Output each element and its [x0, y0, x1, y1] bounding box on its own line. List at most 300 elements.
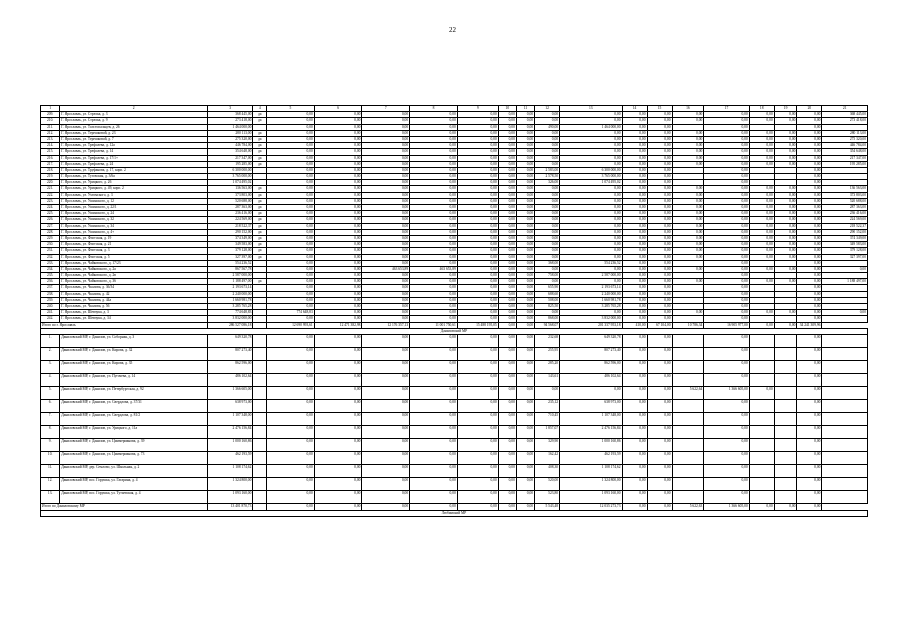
table-cell: 0,00 [622, 335, 647, 348]
table-cell: Г. Ярославль, ул. Флотская, д. 5 [60, 254, 208, 260]
total-cell: 1 366 605,00 [704, 504, 749, 510]
table-cell: 0,00 [797, 335, 822, 348]
table-cell: 3 765 000,00 [207, 174, 252, 180]
table-cell: 688,60 [535, 291, 560, 297]
table-cell: 0,00 [314, 186, 362, 192]
table-cell: 0,00 [314, 285, 362, 291]
table-cell: 0,00 [267, 242, 315, 248]
section-title: Любимский МР [41, 510, 868, 516]
table-cell: 649 320,78 [560, 335, 622, 348]
table-cell: 218 522,37 [207, 223, 252, 229]
table-cell: 10. [41, 452, 60, 465]
table-cell: 0,00 [672, 155, 704, 161]
table-cell: 0,00 [516, 310, 534, 316]
table-cell: да [253, 136, 267, 142]
table-cell: да [253, 130, 267, 136]
table-cell: 218 522,37 [822, 223, 868, 229]
table-cell: Г. Ярославль, ул. Чкалова, д. 42 [60, 291, 208, 297]
table-cell: Г. Ярославль, ул. Стрелка, д. 3 [60, 112, 208, 118]
table-cell: Г. Ярославль, ул. Ушинского, д. 24 [60, 211, 208, 217]
table-cell: 0,00 [457, 180, 498, 186]
table-cell: 213. [41, 136, 60, 142]
table-cell: 0,00 [498, 136, 516, 142]
table-row [41, 335, 868, 348]
table-cell: 236 416,00 [207, 211, 252, 217]
table-cell: 0,00 [410, 439, 458, 452]
table-cell: 0,00 [535, 149, 560, 155]
table-cell: 287 363,00 [822, 205, 868, 211]
table-cell: 0,00 [797, 198, 822, 204]
table-cell: 0,00 [774, 211, 797, 217]
column-number-cell: 19 [774, 106, 797, 112]
table-cell: 0,00 [498, 273, 516, 279]
table-cell: 638 973,00 [560, 400, 622, 413]
table-cell: Г. Ярославль, ул. Ушинского, д. 34 [60, 223, 208, 229]
column-number-cell: 7 [362, 106, 410, 112]
table-cell: 0,00 [267, 426, 315, 439]
table-cell: 368,00 [535, 260, 560, 266]
table-cell: 0,00 [797, 273, 822, 279]
table-cell: 0,00 [704, 285, 749, 291]
table-cell: 0,00 [622, 361, 647, 374]
table-cell: 0,00 [704, 266, 749, 272]
table-cell: Г. Ярославль, ул. Ушинского, д. 22/1 [60, 205, 208, 211]
table-cell: 0,00 [704, 273, 749, 279]
table-cell: 1 093 160,00 [207, 491, 252, 504]
table-cell: 0,00 [622, 167, 647, 173]
table-cell: 0,00 [647, 297, 672, 303]
table-cell [672, 452, 704, 465]
table-cell: 0,00 [457, 174, 498, 180]
table-cell: 0,00 [314, 167, 362, 173]
table-cell: 0,00 [314, 254, 362, 260]
table-cell: 0,00 [516, 279, 534, 285]
table-cell: 0,00 [516, 143, 534, 149]
table-cell: 0,00 [267, 143, 315, 149]
table-cell: 0,00 [498, 260, 516, 266]
table-cell [672, 374, 704, 387]
table-cell: 0,00 [622, 374, 647, 387]
table-cell [253, 361, 267, 374]
table-cell: 0,00 [704, 136, 749, 142]
table-cell: 233. [41, 260, 60, 266]
table-cell: 0,00 [797, 400, 822, 413]
table-cell: 0,00 [535, 211, 560, 217]
table-cell: 807 273,40 [560, 348, 622, 361]
table-cell: 0,00 [314, 174, 362, 180]
table-cell: 1 660 981,78 [207, 297, 252, 303]
table-cell: 214. [41, 143, 60, 149]
table-cell: 0,00 [314, 310, 362, 316]
table-cell: Г. Ярославль, ул. Ушинского, д. 12 [60, 198, 208, 204]
table-cell: 0,00 [797, 361, 822, 374]
table-cell: Г. Ярославль, ул. Ушинского, д. 32 [60, 217, 208, 223]
table-cell: 0,00 [410, 348, 458, 361]
total-label: Итого по г. Ярославль [41, 322, 208, 328]
table-cell: 1 188 497,00 [207, 279, 252, 285]
table-cell: 0,00 [457, 297, 498, 303]
table-cell: 226. [41, 217, 60, 223]
table-cell [749, 491, 774, 504]
table-cell: 0,00 [267, 136, 315, 142]
total-cell: 13 401 870,73 [207, 504, 252, 510]
table-cell: 215. [41, 149, 60, 155]
table-cell: 0,00 [410, 452, 458, 465]
table-cell [822, 400, 868, 413]
table-cell [672, 348, 704, 361]
table-cell: 0,00 [410, 118, 458, 124]
table-cell: 0,00 [410, 205, 458, 211]
table-cell: 0,00 [314, 426, 362, 439]
table-cell: Г. Ярославль, ул. Чкалова, д. 56 [60, 304, 208, 310]
table-cell: 0,00 [647, 478, 672, 491]
table-cell: 379 128,00 [822, 248, 868, 254]
table-cell: 0,00 [457, 143, 498, 149]
table-cell: 0,00 [410, 155, 458, 161]
table-cell: 0,00 [797, 211, 822, 217]
total-cell: 10 786,34 [672, 322, 704, 328]
table-cell: 0,00 [457, 335, 498, 348]
total-cell: 0,00 [749, 322, 774, 328]
table-cell: Г. Ярославль, ул. Флотская, д. 19 [60, 235, 208, 241]
table-cell: 0,00 [622, 229, 647, 235]
table-cell: 0,00 [704, 198, 749, 204]
table-cell [822, 439, 868, 452]
table-cell: 0,00 [797, 297, 822, 303]
table-cell: 0,00 [797, 174, 822, 180]
table-cell: 0,00 [267, 211, 315, 217]
table-cell [749, 452, 774, 465]
table-cell: 0,00 [410, 310, 458, 316]
table-cell: да [253, 248, 267, 254]
table-cell: Даниловский МР, г. Данилов, ул. Циммерманова, д. 73 [60, 452, 208, 465]
table-cell: 236 416,00 [822, 211, 868, 217]
table-cell: 0,00 [314, 304, 362, 310]
table-cell [253, 374, 267, 387]
table-cell: 195 285,00 [207, 161, 252, 167]
table-cell: 0,00 [498, 180, 516, 186]
table-cell: 0,00 [622, 143, 647, 149]
table-cell: 5 622,64 [672, 387, 704, 400]
table-cell: 0,00 [647, 149, 672, 155]
table-cell: 0,00 [672, 211, 704, 217]
table-cell: 136 563,00 [207, 186, 252, 192]
table-cell: 0,00 [516, 211, 534, 217]
table-cell: 0,00 [774, 248, 797, 254]
column-number-cell: 15 [647, 106, 672, 112]
table-cell: 0,00 [560, 223, 622, 229]
table-cell: 227. [41, 223, 60, 229]
table-cell: 0,00 [362, 143, 410, 149]
table-cell: 0,00 [410, 478, 458, 491]
table-row [41, 452, 868, 465]
table-cell: да [253, 211, 267, 217]
table-cell: 234. [41, 266, 60, 272]
table-cell: 0,00 [797, 223, 822, 229]
table-cell: 0,00 [622, 304, 647, 310]
table-cell: 0,00 [457, 186, 498, 192]
table-cell: 0,00 [267, 478, 315, 491]
table-cell: 0,00 [560, 143, 622, 149]
table-cell: 0,00 [516, 217, 534, 223]
table-cell: 224 569,00 [822, 217, 868, 223]
column-number-cell: 17 [704, 106, 749, 112]
table-cell: 0,00 [314, 361, 362, 374]
table-cell: 0,00 [410, 192, 458, 198]
table-cell: 0,00 [704, 374, 749, 387]
table-cell: 0,00 [498, 361, 516, 374]
table-cell: 0,00 [457, 155, 498, 161]
table-cell: 0,00 [410, 291, 458, 297]
table-cell: 0,00 [704, 310, 749, 316]
table-cell: 0,00 [362, 254, 410, 260]
table-cell: 0,00 [797, 186, 822, 192]
table-cell: 0,00 [535, 235, 560, 241]
table-cell: 0,00 [647, 174, 672, 180]
table-cell: 0,00 [560, 130, 622, 136]
table-cell: 0,00 [797, 205, 822, 211]
table-cell [822, 374, 868, 387]
table-cell: Г. Ярославль, ул. Урицкого, д. 49, корп. 2 [60, 186, 208, 192]
column-number-cell: 2 [60, 106, 208, 112]
table-cell: 1 324 800,00 [560, 478, 622, 491]
table-cell [672, 465, 704, 478]
table-cell: 0,00 [774, 192, 797, 198]
table-cell: 143,61 [535, 374, 560, 387]
table-cell: 0,00 [314, 273, 362, 279]
table-cell: 0,00 [267, 248, 315, 254]
table-cell: 523,80 [535, 491, 560, 504]
table-cell: 1 074 495,02 [207, 180, 252, 186]
table-cell: 0,00 [457, 124, 498, 130]
table-cell: 0,00 [362, 478, 410, 491]
table-cell: 0,00 [516, 180, 534, 186]
table-cell: 0,00 [267, 198, 315, 204]
table-cell: 0,00 [560, 149, 622, 155]
table-cell: 0,00 [516, 260, 534, 266]
table-cell: 0,00 [797, 149, 822, 155]
table-cell: 0,00 [362, 304, 410, 310]
table-cell: 0,00 [704, 242, 749, 248]
table-cell: 9. [41, 439, 60, 452]
table-cell: 0,00 [516, 112, 534, 118]
table-cell: 0,00 [797, 124, 822, 130]
table-cell: Г. Ярославль, ул. Трефолева, д. 12а [60, 143, 208, 149]
table-cell: 0,00 [535, 310, 560, 316]
table-cell: 0,00 [516, 235, 534, 241]
table-cell: 0,00 [774, 205, 797, 211]
section-header-row [41, 510, 868, 516]
table-cell: 0,00 [498, 149, 516, 155]
table-cell: 0,00 [314, 112, 362, 118]
table-cell: 374 349,00 [207, 235, 252, 241]
table-cell: 0,00 [362, 124, 410, 130]
table-cell: 0,00 [797, 491, 822, 504]
table-cell: 0,00 [498, 155, 516, 161]
table-cell: 0,00 [516, 439, 534, 452]
column-number-cell: 20 [797, 106, 822, 112]
table-cell: 0,00 [672, 266, 704, 272]
table-cell: 0,00 [749, 161, 774, 167]
table-cell: 0,00 [622, 130, 647, 136]
table-cell: 0,00 [560, 266, 622, 272]
table-cell: 0,00 [498, 374, 516, 387]
table-cell: 0,00 [362, 426, 410, 439]
table-cell: 0,00 [560, 387, 622, 400]
table-cell: 217 347,00 [822, 155, 868, 161]
table-cell: 0,00 [267, 130, 315, 136]
table-cell: 0,00 [797, 348, 822, 361]
table-cell: 0,00 [498, 211, 516, 217]
table-cell: 0,00 [314, 155, 362, 161]
table-cell: 0,00 [535, 223, 560, 229]
table-cell: 0,00 [498, 223, 516, 229]
table-cell [749, 374, 774, 387]
table-cell: 0,00 [314, 452, 362, 465]
table-cell: 0,00 [498, 478, 516, 491]
table-cell: 0,00 [647, 439, 672, 452]
table-cell: 217. [41, 161, 60, 167]
table-cell [749, 348, 774, 361]
table-cell: 0,00 [774, 155, 797, 161]
total-cell: 0,00 [774, 504, 797, 510]
table-cell: 0,00 [797, 439, 822, 452]
table-cell: 222. [41, 192, 60, 198]
table-cell: 0,00 [362, 205, 410, 211]
table-cell: да [253, 155, 267, 161]
table-cell: 0,00 [622, 161, 647, 167]
table-cell: 0,00 [314, 248, 362, 254]
table-row [41, 413, 868, 426]
table-cell: 0,00 [797, 413, 822, 426]
table-cell: Г. Ярославль, ул. Чкалова, д. 36/34 [60, 285, 208, 291]
table-cell: 0,00 [362, 465, 410, 478]
table-cell: 0,00 [410, 180, 458, 186]
table-cell: 0,00 [622, 198, 647, 204]
table-cell: 0,00 [314, 192, 362, 198]
table-cell: 219. [41, 174, 60, 180]
table-cell: 0,00 [704, 291, 749, 297]
table-cell: 0,00 [410, 374, 458, 387]
table-cell: 0,00 [560, 279, 622, 285]
table-cell [749, 478, 774, 491]
table-cell [672, 335, 704, 348]
table-cell: 0,00 [797, 112, 822, 118]
table-cell: 0,00 [362, 223, 410, 229]
table-cell: 3. [41, 361, 60, 374]
table-cell: 0,00 [362, 361, 410, 374]
table-cell: 0,00 [647, 335, 672, 348]
table-cell [749, 361, 774, 374]
table-cell: 0,00 [498, 124, 516, 130]
table-cell: 0,00 [704, 465, 749, 478]
table-cell [749, 400, 774, 413]
table-cell: 0,00 [560, 235, 622, 241]
total-cell: 12 176 357,13 [362, 322, 410, 328]
table-cell: 0,00 [560, 155, 622, 161]
table-cell: 0,00 [516, 273, 534, 279]
table-cell: 655,90 [535, 285, 560, 291]
table-cell: 354 648,00 [207, 149, 252, 155]
table-cell: 0,00 [314, 266, 362, 272]
table-cell: 1 108 174,62 [207, 465, 252, 478]
table-cell [774, 478, 797, 491]
table-cell: 0,00 [362, 149, 410, 155]
table-cell: 0,00 [314, 374, 362, 387]
table-cell: 0,00 [704, 426, 749, 439]
table-cell: 0,00 [647, 155, 672, 161]
table-cell [822, 413, 868, 426]
table-cell: 0,00 [516, 118, 534, 124]
table-cell: 225. [41, 211, 60, 217]
table-cell: 0,00 [749, 229, 774, 235]
table-cell: 0,00 [457, 426, 498, 439]
table-cell: 0,00 [410, 229, 458, 235]
column-number-cell: 8 [410, 106, 458, 112]
table-cell: 0,00 [622, 297, 647, 303]
table-cell: 0,00 [797, 304, 822, 310]
table-cell: 224. [41, 205, 60, 211]
table-cell: 0,00 [774, 235, 797, 241]
total-cell: 0,00 [622, 504, 647, 510]
table-cell: 0,00 [267, 266, 315, 272]
total-cell: 94 568,07 [535, 322, 560, 328]
table-cell: 0,00 [774, 118, 797, 124]
table-cell: 0,00 [516, 400, 534, 413]
table-cell [672, 491, 704, 504]
table-cell: 0,00 [314, 118, 362, 124]
table-cell: 0,00 [410, 136, 458, 142]
table-cell: 0,00 [797, 260, 822, 266]
table-cell: 0,00 [498, 198, 516, 204]
table-cell: 0,00 [622, 273, 647, 279]
table-cell: 0,00 [498, 186, 516, 192]
table-cell: 0,00 [362, 248, 410, 254]
table-cell: 0,00 [774, 198, 797, 204]
table-cell: 0,00 [314, 335, 362, 348]
table-cell: 0,00 [498, 387, 516, 400]
table-cell: 221. [41, 186, 60, 192]
table-cell: 0,00 [516, 205, 534, 211]
table-cell: 3 765 000,00 [560, 174, 622, 180]
table-cell: 0,00 [647, 192, 672, 198]
table-cell: 0,00 [362, 335, 410, 348]
table-cell: 0,00 [498, 439, 516, 452]
table-cell [253, 452, 267, 465]
table-cell: да [253, 112, 267, 118]
table-cell: 237. [41, 285, 60, 291]
table-cell: 211. [41, 124, 60, 130]
table-cell: 0,00 [516, 242, 534, 248]
table-cell: 0,00 [672, 112, 704, 118]
table-cell: 0,00 [704, 478, 749, 491]
table-cell: 0,00 [498, 291, 516, 297]
table-cell: Даниловский МР, г. Данилов, ул. Свердлова, д. 81/2 [60, 413, 208, 426]
table-cell: 373 803,00 [207, 192, 252, 198]
table-cell: 231. [41, 248, 60, 254]
table-cell: 0,00 [498, 167, 516, 173]
table-cell: 0,00 [516, 335, 534, 348]
table-cell: 379 128,00 [207, 248, 252, 254]
table-cell: 2 476 156,84 [560, 426, 622, 439]
table-cell: 0,00 [797, 310, 822, 316]
table-cell: 0,00 [362, 217, 410, 223]
table-cell: 0,00 [749, 118, 774, 124]
table-cell: 0,00 [410, 361, 458, 374]
table-cell: 195 285,00 [822, 161, 868, 167]
table-cell: 232,68 [535, 335, 560, 348]
table-cell: 0,00 [797, 374, 822, 387]
